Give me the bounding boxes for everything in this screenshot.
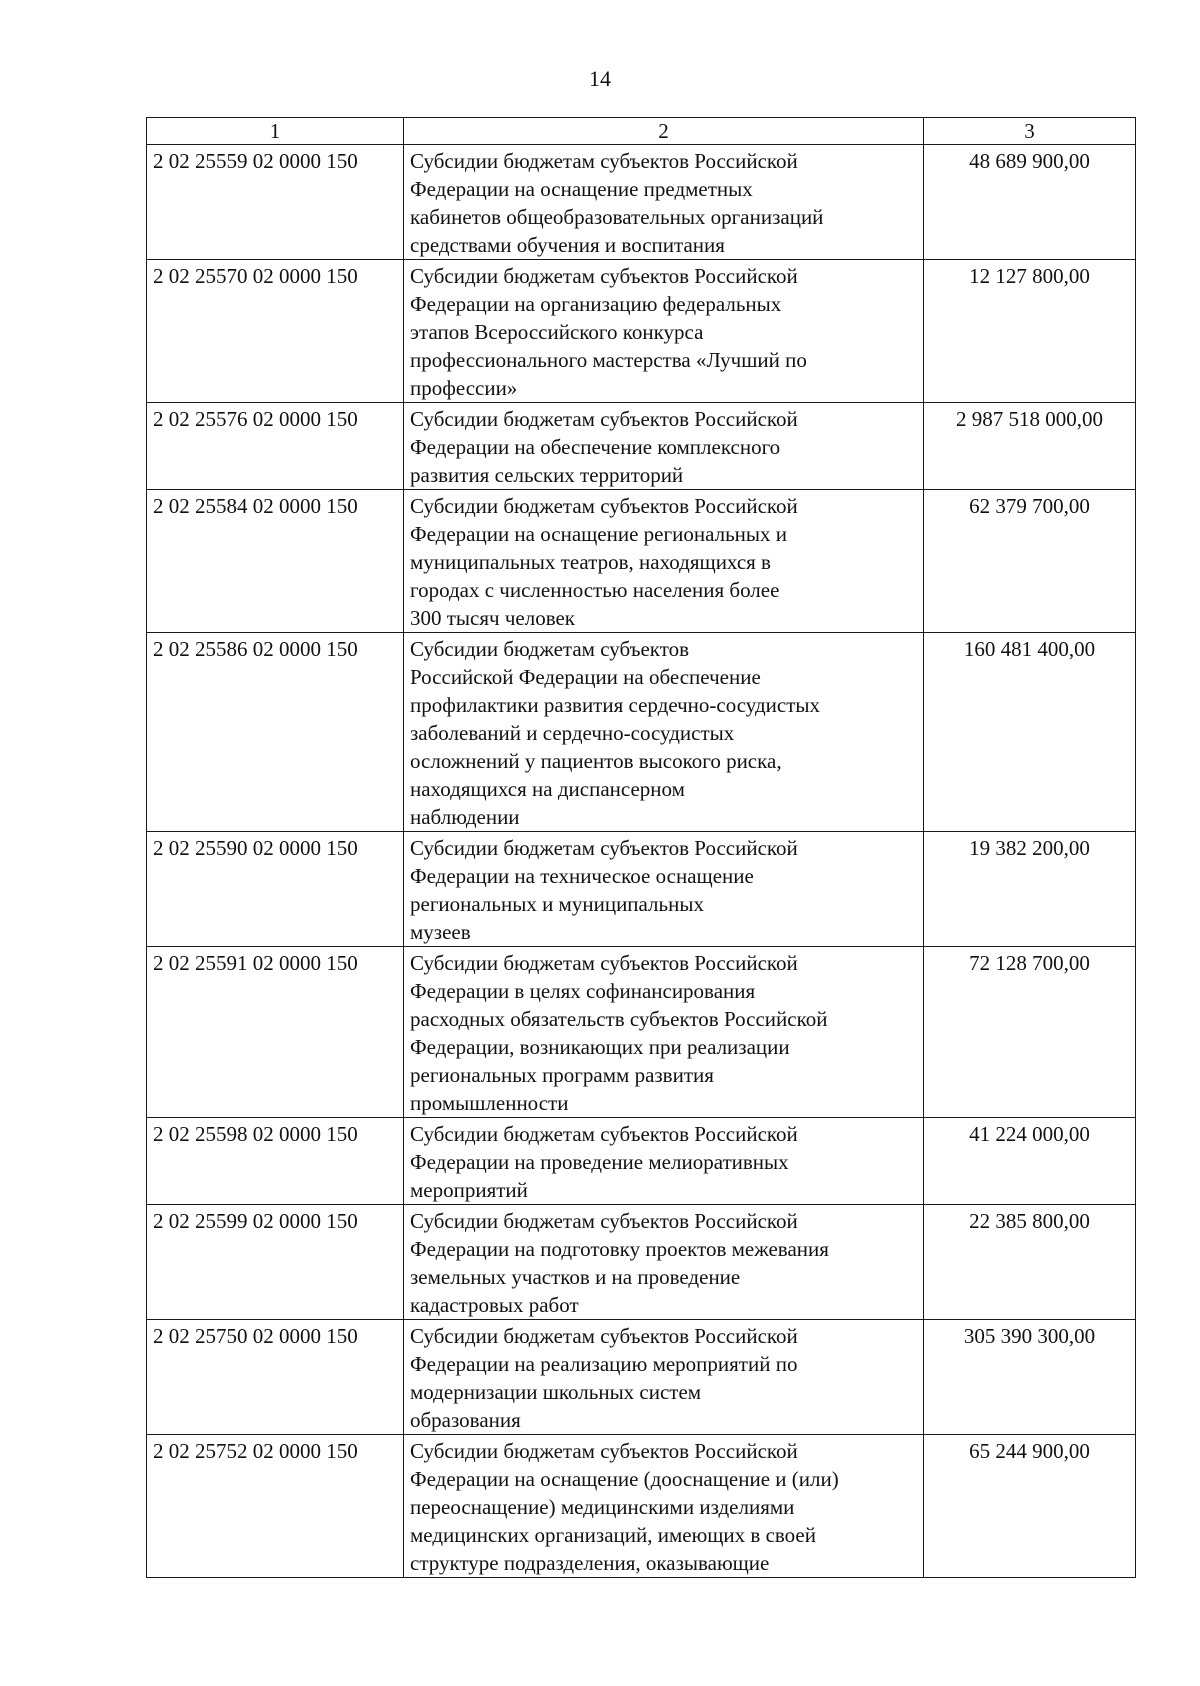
table-row	[147, 490, 1136, 633]
description-cell: Субсидии бюджетам субъектов Российской Федерации на организацию федеральных этапов Всероссийского конкурса профессионального мастерства «Лучший по профессии»	[404, 260, 924, 403]
budget-code-cell: 2 02 25576 02 0000 150	[147, 403, 404, 490]
budget-table	[146, 117, 1136, 1578]
amount-cell: 2 987 518 000,00	[924, 403, 1136, 490]
amount-cell: 305 390 300,00	[924, 1320, 1136, 1435]
description-cell: Субсидии бюджетам субъектов Российской Федерации на обеспечение профилактики развития сердечно-сосудистых заболеваний и сердечно-сосудистых осложнений у пациентов высокого риска, находящихся на диспансерном наблюдении	[404, 633, 924, 832]
column-header-3: 3	[924, 118, 1136, 145]
budget-code-cell: 2 02 25750 02 0000 150	[147, 1320, 404, 1435]
budget-code-cell: 2 02 25586 02 0000 150	[147, 633, 404, 832]
table-row	[147, 260, 1136, 403]
budget-code-cell: 2 02 25590 02 0000 150	[147, 832, 404, 947]
description-cell: Субсидии бюджетам субъектов Российской Федерации на обеспечение комплексного развития сельских территорий	[404, 403, 924, 490]
description-cell: Субсидии бюджетам субъектов Российской Федерации на техническое оснащение региональных и муниципальных музеев	[404, 832, 924, 947]
table-row	[147, 145, 1136, 260]
amount-cell: 65 244 900,00	[924, 1435, 1136, 1578]
table-row	[147, 1320, 1136, 1435]
amount-cell: 62 379 700,00	[924, 490, 1136, 633]
budget-code-cell: 2 02 25599 02 0000 150	[147, 1205, 404, 1320]
amount-cell: 22 385 800,00	[924, 1205, 1136, 1320]
description-cell: Субсидии бюджетам субъектов Российской Федерации на проведение мелиоративных мероприятий	[404, 1118, 924, 1205]
budget-code-cell: 2 02 25559 02 0000 150	[147, 145, 404, 260]
table-row	[147, 403, 1136, 490]
page-number: 14	[589, 66, 611, 91]
table-row	[147, 633, 1136, 832]
table-row	[147, 1118, 1136, 1205]
amount-cell: 41 224 000,00	[924, 1118, 1136, 1205]
description-cell: Субсидии бюджетам субъектов Российской Федерации на реализацию мероприятий по модернизации школьных систем образования	[404, 1320, 924, 1435]
budget-code-cell: 2 02 25591 02 0000 150	[147, 947, 404, 1118]
budget-code-cell: 2 02 25570 02 0000 150	[147, 260, 404, 403]
description-cell: Субсидии бюджетам субъектов Российской Федерации на подготовку проектов межевания земельных участков и на проведение кадастровых работ	[404, 1205, 924, 1320]
description-cell: Субсидии бюджетам субъектов Российской Федерации на оснащение предметных кабинетов общеобразовательных организаций средствами обучения и воспитания	[404, 145, 924, 260]
budget-code-cell: 2 02 25584 02 0000 150	[147, 490, 404, 633]
table-row	[147, 1205, 1136, 1320]
amount-cell: 19 382 200,00	[924, 832, 1136, 947]
amount-cell: 12 127 800,00	[924, 260, 1136, 403]
column-header-1: 1	[147, 118, 404, 145]
description-cell: Субсидии бюджетам субъектов Российской Федерации на оснащение региональных и муниципальных театров, находящихся в городах с численностью населения более 300 тысяч человек	[404, 490, 924, 633]
table-row	[147, 947, 1136, 1118]
table-row	[147, 832, 1136, 947]
description-cell: Субсидии бюджетам субъектов Российской Федерации в целях софинансирования расходных обязательств субъектов Российской Федерации, возникающих при реализации региональных программ развития промышленности	[404, 947, 924, 1118]
description-cell: Субсидии бюджетам субъектов Российской Федерации на оснащение (дооснащение и (или) переоснащение) медицинскими изделиями медицинских организаций, имеющих в своей структуре подразделения, оказывающие	[404, 1435, 924, 1578]
table-header-row	[147, 118, 1136, 145]
column-header-2: 2	[404, 118, 924, 145]
table-row	[147, 1435, 1136, 1578]
table-body	[147, 118, 1136, 1578]
amount-cell: 160 481 400,00	[924, 633, 1136, 832]
budget-code-cell: 2 02 25752 02 0000 150	[147, 1435, 404, 1578]
amount-cell: 48 689 900,00	[924, 145, 1136, 260]
amount-cell: 72 128 700,00	[924, 947, 1136, 1118]
budget-code-cell: 2 02 25598 02 0000 150	[147, 1118, 404, 1205]
